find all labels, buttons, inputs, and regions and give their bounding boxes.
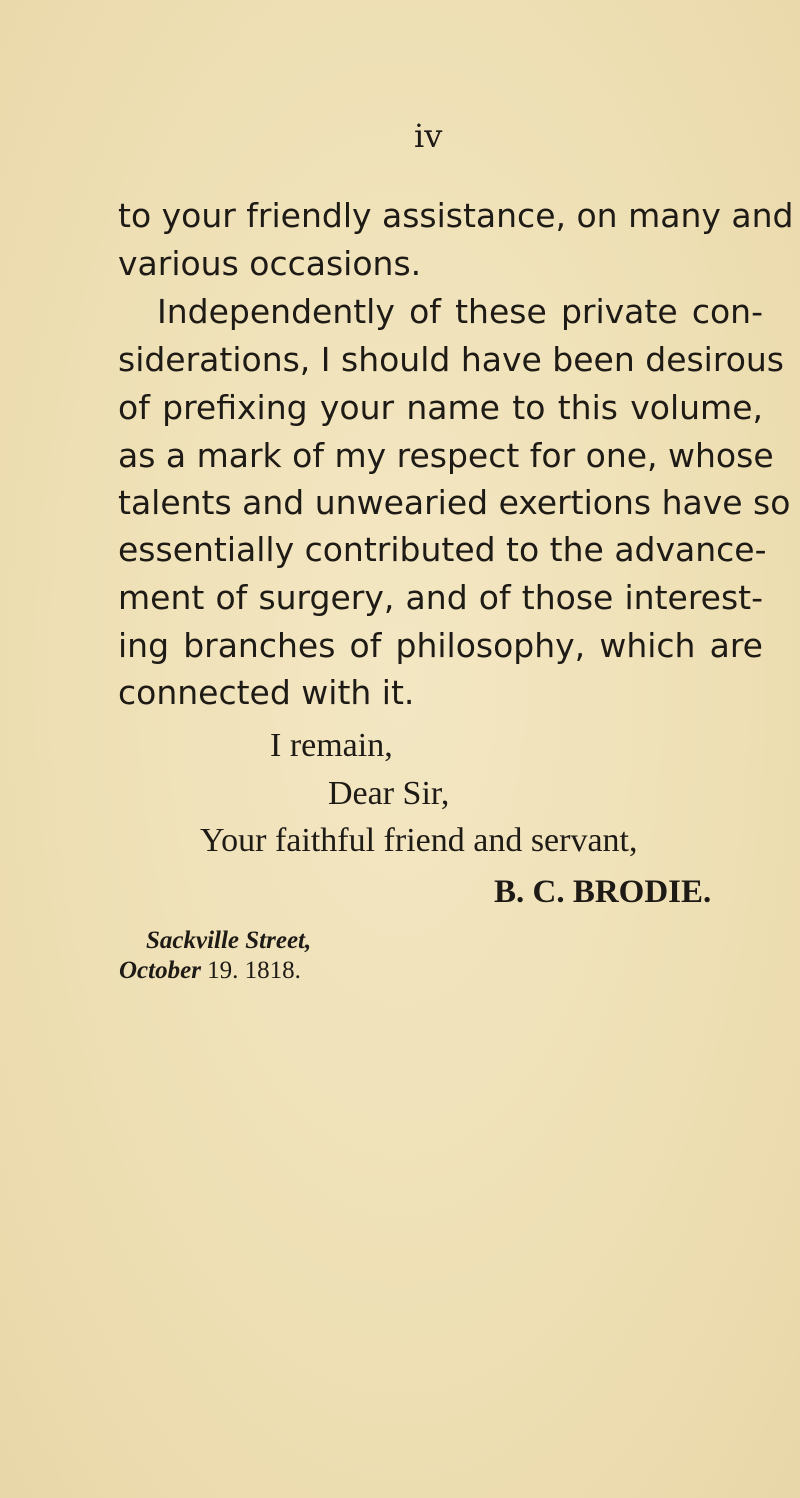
body-line-2: various occasions. bbox=[118, 244, 422, 283]
body-line-3: Independently of these private con- bbox=[157, 292, 763, 331]
body-line-5: of prefixing your name to this volume, bbox=[118, 388, 763, 427]
body-line-9: ment of surgery, and of those interest- bbox=[118, 578, 763, 617]
closing-salutation: Dear Sir, bbox=[328, 775, 450, 812]
dateline-month: October bbox=[119, 957, 201, 984]
page-number: iv bbox=[414, 117, 443, 155]
closing-valediction: Your faithful friend and servant, bbox=[200, 822, 638, 859]
body-line-1: to your friendly assistance, on many and bbox=[118, 196, 794, 235]
body-line-4: siderations, I should have been desirous bbox=[118, 340, 784, 379]
body-line-6: as a mark of my respect for one, whose bbox=[118, 436, 774, 475]
signature: B. C. BRODIE. bbox=[494, 874, 712, 910]
body-line-8: essentially contributed to the advance- bbox=[118, 530, 767, 569]
body-line-11: connected with it. bbox=[118, 673, 415, 712]
dateline-date bbox=[119, 956, 301, 986]
body-line-10: ing branches of philosophy, which are bbox=[118, 626, 763, 665]
dateline-day-year: 19. 1818. bbox=[200, 957, 301, 984]
body-line-7: talents and unwearied exertions have so bbox=[118, 483, 791, 522]
dateline-place: Sackville Street, bbox=[146, 927, 312, 954]
closing-remain: I remain, bbox=[270, 727, 393, 764]
